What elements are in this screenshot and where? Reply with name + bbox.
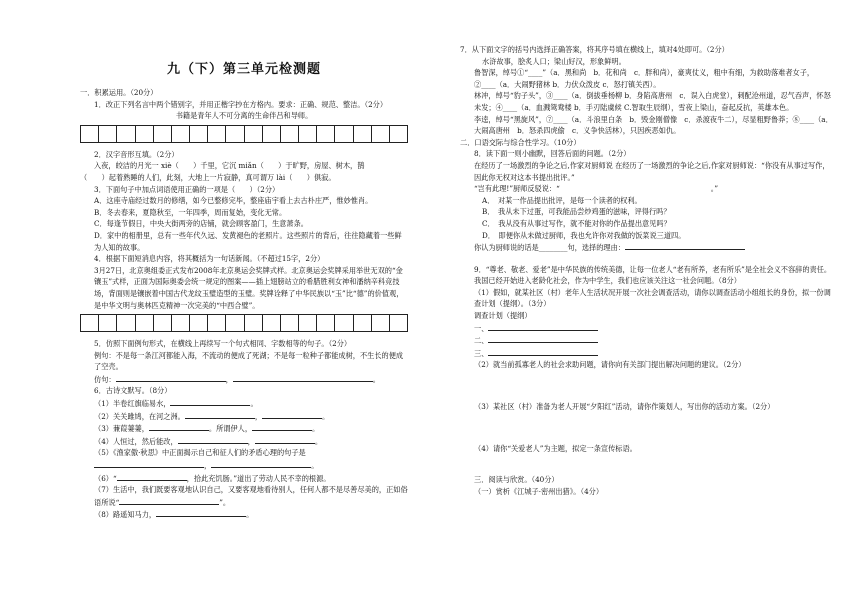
question-9-plan-line-2: 二、 — [460, 334, 834, 347]
question-7: 7．从下面文字的括号内选择正确答案，将其序号填在横线上，填对4处即可。（2分） — [460, 45, 729, 54]
question-9-part-4: （4）请你“关爱老人”为主题，拟定一条宣传标语。 — [474, 443, 637, 453]
question-6: 6．古诗文默写。（8分） — [94, 386, 172, 396]
question-7-li-kui: 李逵，绰号“黑旋风”，⑦____（a．斗浪里白条 b．毁金刚僧像 c．杀渡夜牛二），尽显粗野鲁莽；⑧____（a．大闹高唐州 b．怒杀四虎偷 c．义争快活林），只因疾恶如仇。 — [474, 114, 833, 136]
question-6-item-1: （1）半卷红旗临易水， 。 — [94, 399, 258, 409]
section-3-heading: 三．阅读与欣赏。（40分） — [474, 475, 559, 485]
question-2: 2．汉字音形互填。（2分） — [94, 149, 179, 159]
question-3: 3．下面句子中加点词语使用正确的一项是（ ）（2分） — [94, 184, 280, 194]
question-8-story: 在经历了一场激烈的争论之后,作家对厨师说 在经历了一场激烈的争论之后,作家对厨师说：“你没有从事过写作，因此你无权对这本书提出批评。” — [474, 160, 830, 182]
question-1: 1．改正下列名言中两个错别字，并用正楷字抄在方格内。要求：正确、规范、整洁。（2分） — [94, 99, 388, 109]
question-2-line-1: 入夜，皎洁的月光一 xiè（ ）千里，它沉 miǎn（ ）于旷野，房屋、树木，鹊 — [94, 161, 365, 171]
question-9-part-2: （2）就当前孤寡老人的社会求助问题，请你向有关部门提出解决问题的建议。（2分） — [474, 360, 746, 370]
question-5-example: 例句：不是每一条江河都能入海，不流动的便成了死湖；不是每一粒种子都能成树，不生长的便成了空壳。 — [94, 350, 404, 372]
question-9-plan-line-3: 三、 — [460, 347, 834, 360]
question-1-quote: 书籍是青年人不可分离的生命伴吕和导师。 — [175, 111, 313, 121]
right-page — [430, 0, 860, 602]
question-9-part-3: （3）某社区（村）准备为老人开展“夕阳红”活动，请你作策划人，写出你的活动方案。（2分） — [474, 402, 775, 412]
question-6-item-7: （7）生活中，我们既要客观地认识自己，又要客观地看待别人，任何人都不是尽善尽美的，正如俗语所说“ ”。 — [94, 485, 408, 507]
spacer — [460, 454, 834, 474]
question-9-plan-line-1: 一、 — [460, 322, 834, 335]
question-4: 4．根据下面短消息内容，将其概括为一句话新闻。（不超过15字，2分） — [94, 254, 325, 264]
question-6-item-8: （8）路遥知马力， 。 — [94, 510, 254, 520]
question-6-item-4: （4）人恒过，然后能改， ， 。 — [94, 436, 323, 446]
question-3-option-c: C．每逢节假日，中央大街两旁的店铺，就会顾客盈门，生意萧条。 — [94, 219, 308, 229]
question-6-item-2: （2）关关雎鸠，在河之洲。 ， 。 — [94, 411, 330, 421]
answer-grid-4[interactable] — [80, 314, 408, 332]
spacer — [460, 254, 834, 264]
question-8: 8．读下面一则小幽默，回答后面的问题。（2分） — [474, 149, 631, 159]
question-8-quote: “岂有此理!”厨师反驳说：“ 。” — [474, 184, 718, 194]
answer-grid-1[interactable] — [80, 125, 408, 143]
page-title: 九（下）第三单元检测题 — [166, 62, 321, 77]
section-1-heading: 一．积累运用。（20分） — [80, 88, 158, 97]
question-8-option-c: C． 我从没有从事过写作，就不能对你的作品提出意见吗？ — [482, 218, 671, 228]
question-5-imitation: 仿句： ， 。 — [94, 374, 380, 384]
spacer — [460, 413, 834, 443]
question-9-plan-heading: 调查计划（提纲） — [474, 311, 532, 321]
question-5: 5．仿照下面例句形式，在横线上再续写一个句式相同、字数相等的句子。（2分） — [94, 339, 352, 349]
question-2-line-2: （ ）起着熟睡的人们，此刻，大地上一片寂静，真可谓万 lài（ ）俱寂。 — [80, 172, 336, 182]
question-3-option-b: B．冬去春来，夏隐秋至，一年四季，周而复始，变化无常。 — [94, 207, 287, 217]
question-8-option-b: B． 我从未下过蛋，可我能品尝炒鸡蛋的滋味，评得行吗？ — [482, 207, 671, 217]
question-3-option-a: A．这座寺庙经过数月的修缮，如今已整修完毕，整座庙宇看上去古朴庄严，惟妙惟肖。 — [94, 196, 373, 206]
question-9-part-1: （1）假如，就某社区（村）老年人生活状况开展一次社会调查活动，请你以调查活动小组组长的身份，拟一份调查计划（提纲）。（3分） — [474, 287, 831, 309]
question-6-item-3: （3）蒹葭萋萋， 。所谓伊人， 。 — [94, 424, 320, 434]
question-8-option-d: D． 即便你从未做过厨师，我也允许你对我做的饭菜说三道四。 — [482, 230, 686, 240]
question-6-item-5: （5）《渔家傲·秋思》中正面揭示自己和征人们的矛盾心理的句子是， 。 — [94, 448, 319, 471]
question-4-text: 3月27日，北京奥组委正式发布2008年北京奥运会奖牌式样。北京奥运会奖牌采用举世无双的“金镶玉”式样，正面为国际奥委会统一规定的图案——插上翅膀站立的希腊胜利女神和潘纳辛科竞技场，背面则是镶嵌着中国古代龙纹玉璧造型的玉璧。奖牌诠释了中华民族以“玉”比“德”的价值观，是中华文明与奥林匹克精神一次完美的“中西合璧”。 — [94, 265, 404, 310]
question-7-lu-zhishen: 鲁智深，绰号①“____”（a．黑和尚 b．花和尚 c．胖和尚），豪爽仗义，粗中有细，为救助落难者女子，②____（a．大闹野猪林 b．力伏众泼皮 c．怒打镇关西）。 — [474, 68, 815, 89]
question-8-option-a: A． 对某一作品提出批评，是每一个读者的权利。 — [482, 195, 642, 205]
question-3-option-d: D．家中的相册里，总有一些年代久远、发黄褪色的老照片。这些照片的背后，往往隐藏着一些鲜为人知的故事。 — [94, 230, 402, 252]
question-7-intro: 水浒故事，脍炙人口；梁山好汉，形象鲜明。 — [482, 56, 626, 66]
reading-1-heading: （一）赏析《江城子·密州出猎》。（4分） — [474, 486, 604, 496]
spacer — [460, 371, 834, 401]
question-9: 9．“尊老、敬老、爱老”是中华民族的传统美德，让每一位老人“老有所养，老有所乐”是全社会义不容辞的责任。我国已经开始进入老龄化社会，作为中学生，我们也应该关注这一社会问题。（8分） — [474, 264, 832, 286]
question-6-item-6: （6）“ ，拾此充饥肠。”道出了劳动人民不幸的根源。 — [94, 473, 331, 483]
question-7-lin-chong: 林冲，绰号“豹子头”，③____（a．倒拔垂杨柳 b．身陷高唐州 c．误入白虎堂），刺配沧州道，忍气吞声，怀怒未发；④____（a．血溅鸳鸯楼 b．手刃陆虞候 C.智取生辰纲），雪夜上梁山，奋起反抗，英雄本色。 — [474, 91, 831, 112]
section-2-heading: 二．口语交际与综合性学习。（10分） — [460, 137, 581, 147]
question-8-answer: 你认为厨师说的话是________句，选择的理由： — [460, 241, 834, 254]
